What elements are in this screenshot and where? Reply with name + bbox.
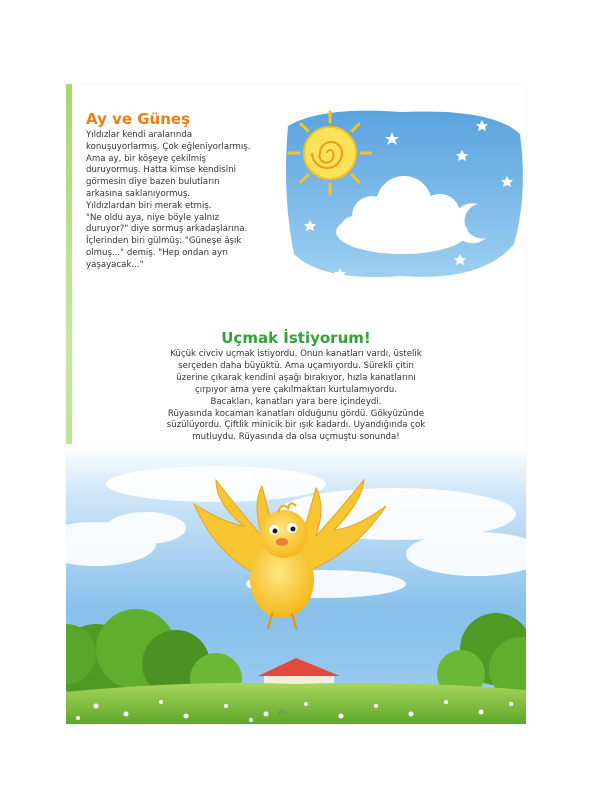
text-line: Rüyasında kocaman kanatları olduğunu gördü. Gökyüzünde: [167, 408, 425, 419]
story-text-ay-ve-gunes: [86, 130, 278, 272]
text-line: Bacakları, kanatları yara bere içindeydi.: [210, 396, 382, 407]
text-line: serçeden daha büyüktü. Ama uçamıyordu. Sürekli çitin: [178, 360, 414, 371]
text-line: Küçük civciv uçmak istiyordu. Onun kanatları vardı, üstelik: [170, 349, 422, 359]
text-line: İçlerinden biri gülmüş: "Güneşe âşık: [86, 236, 242, 247]
text-line: Ama ay, bir köşeye çekilmiş: [86, 153, 206, 164]
text-line: duruyormuş. Hatta kimse kendisini: [86, 165, 237, 176]
grass-field: [66, 683, 526, 724]
page-number: 20: [278, 709, 286, 716]
text-line: mutluydu. Rüyasında da olsa uçmuştu sonunda!: [192, 432, 400, 443]
text-line: konuşuyorlarmış. Çok eğleniyorlarmış.: [86, 141, 251, 152]
text-line: süzülüyordu. Çiftlik minicik bir ışık kadardı. Uyandığında çok: [166, 420, 426, 431]
story-title-ucmak-istiyorum: Uçmak İstiyorum!: [221, 329, 371, 347]
story-title-ay-ve-gunes: Ay ve Güneş: [86, 110, 191, 128]
chick-beak: [276, 538, 288, 546]
text-line: Yıldızlar kendi aralarında: [86, 130, 193, 140]
text-line: "Ne oldu aya, niye böyle yalnız: [86, 212, 219, 223]
sky-illustration: [282, 104, 526, 284]
text-line: duruyor?" diye sormuş arkadaşlarına.: [86, 224, 248, 235]
book-page: [66, 84, 526, 724]
text-line: üzerine çıkarak kendini aşağı bırakıyor, hızla kanatlarını: [176, 372, 416, 383]
text-line: görmesin diye bazen bulutların: [86, 177, 220, 188]
text-line: olmuş..." demiş. "Hep ondan ayrı: [86, 247, 229, 258]
text-line: çırpıyor ama yere çakılmaktan kurtulamıyordu.: [195, 384, 397, 395]
text-line: arkasına saklanıyormuş.: [86, 188, 191, 199]
text-line: Yıldızlardan biri merak etmiş.: [86, 200, 212, 211]
chick-head: [260, 510, 308, 558]
text-line: yaşayacak...": [86, 259, 144, 270]
meadow-illustration: [66, 444, 526, 724]
story-text-ucmak-istiyorum: [140, 349, 452, 444]
